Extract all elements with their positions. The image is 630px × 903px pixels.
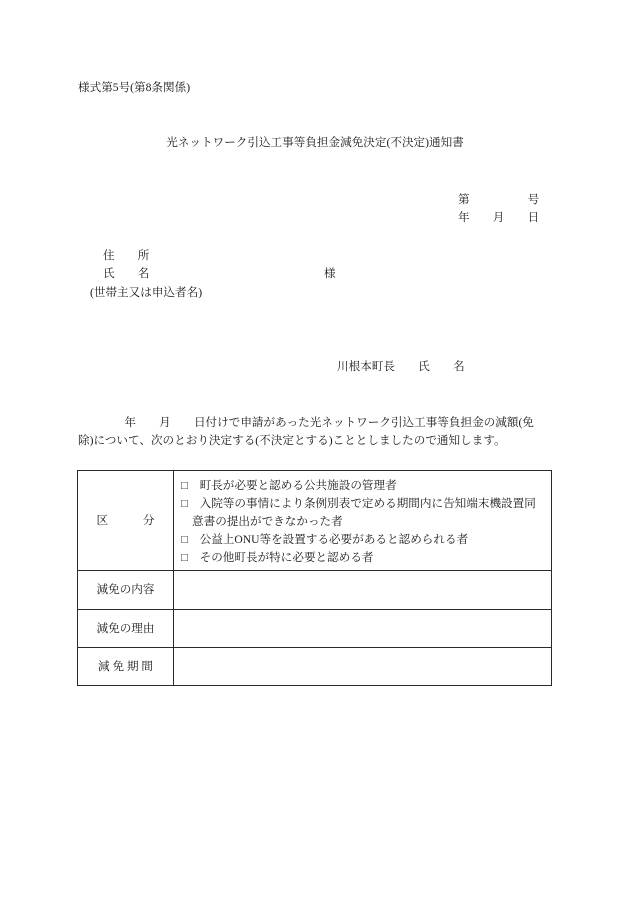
- reduction-reason-label: 減免の理由: [78, 610, 174, 648]
- category-label: 区 分: [78, 471, 174, 571]
- table-row: [78, 571, 552, 610]
- form-number: 様式第5号(第8条関係): [78, 81, 191, 94]
- recipient-note: (世帯主又は申込者名): [90, 286, 203, 299]
- issuer-line: 川根本町長 氏 名: [337, 360, 465, 373]
- body-line-2: 除)について、次のとおり決定する(不決定とする)こととしましたので通知します。: [78, 434, 506, 447]
- reduction-period-value: [174, 648, 552, 686]
- document-number: 第 号: [458, 193, 540, 206]
- table-row: [78, 648, 552, 686]
- category-option: □ 町長が必要と認める公共施設の管理者: [181, 479, 397, 492]
- table-row: [78, 610, 552, 648]
- reduction-period-label: 減 免 期 間: [78, 648, 174, 686]
- category-option: □ その他町長が特に必要と認める者: [181, 551, 374, 564]
- body-line-1: 年 月 日付けで申請があった光ネットワーク引込工事等負担金の減額(免: [78, 416, 534, 429]
- recipient-honorific: 様: [324, 267, 336, 280]
- reduction-content-label: 減免の内容: [78, 571, 174, 610]
- recipient-name-label: 氏 名: [103, 267, 150, 280]
- reduction-reason-value: [174, 610, 552, 648]
- category-option: □ 公益上ONU等を設置する必要があると認められる者: [181, 533, 469, 546]
- reduction-table: [77, 470, 552, 686]
- category-option: □ 入院等の事情により条例別表で定める期間内に告知端末機設置同: [181, 497, 536, 510]
- recipient-address-label: 住 所: [103, 249, 150, 262]
- document-date: 年 月 日: [458, 211, 540, 224]
- document-title: 光ネットワーク引込工事等負担金減免決定(不決定)通知書: [166, 136, 464, 149]
- category-row: [78, 471, 552, 571]
- category-option-continuation: 意書の提出ができなかった者: [192, 515, 343, 528]
- reduction-content-value: [174, 571, 552, 610]
- category-options: [174, 471, 552, 571]
